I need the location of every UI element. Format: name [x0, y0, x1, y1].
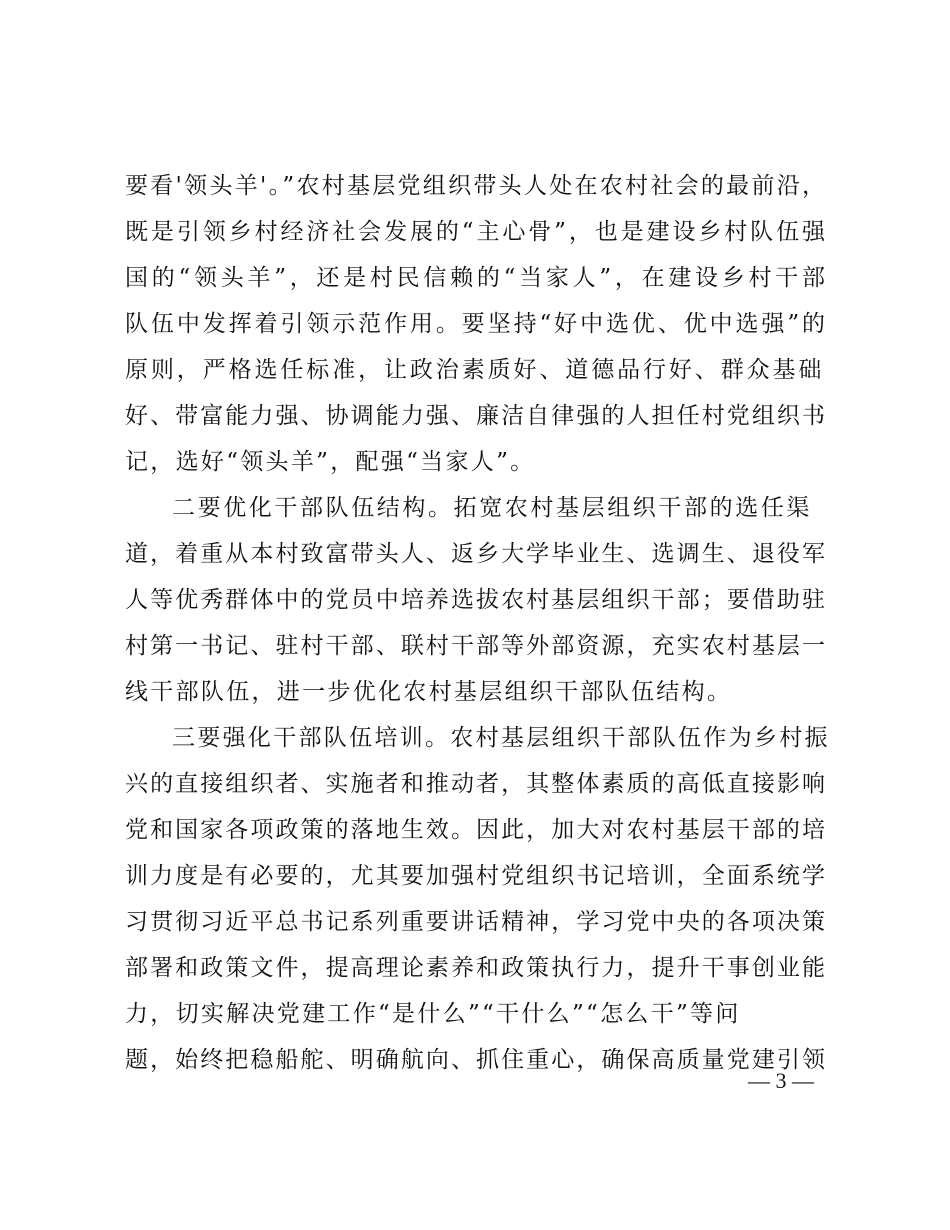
- text-line: 要看'领头羊'。”农村基层党组织带头人处在农村社会的最前沿，: [125, 173, 825, 199]
- text-line: 道，着重从本村致富带头人、返乡大学毕业生、选调生、退役军: [125, 541, 825, 567]
- text-line: 既是引领乡村经济社会发展的“主心骨”，也是建设乡村队伍强: [125, 219, 825, 245]
- text-line: 训力度是有必要的，尤其要加强村党组织书记培训，全面系统学: [125, 863, 825, 889]
- text-line: 党和国家各项政策的落地生效。因此，加大对农村基层干部的培: [125, 817, 825, 843]
- paragraph-first-line: 三要强化干部队伍培训。农村基层组织干部队伍作为乡村振: [172, 725, 830, 751]
- text-line: 人等优秀群体中的党员中培养选拔农村基层组织干部；要借助驻: [125, 587, 825, 613]
- text-line: 国的“领头羊”，还是村民信赖的“当家人”，在建设乡村干部: [125, 265, 825, 291]
- text-line: 队伍中发挥着引领示范作用。要坚持“好中选优、优中选强”的: [125, 311, 825, 337]
- text-line: 村第一书记、驻村干部、联村干部等外部资源，充实农村基层一: [125, 633, 825, 659]
- paragraph-first-line: 二要优化干部队伍结构。拓宽农村基层组织干部的选任渠: [172, 495, 812, 521]
- text-line: 线干部队伍，进一步优化农村基层组织干部队伍结构。: [125, 679, 733, 705]
- text-line: 部署和政策文件，提高理论素养和政策执行力，提升干事创业能: [125, 955, 825, 981]
- text-line: 习贯彻习近平总书记系列重要讲话精神，学习党中央的各项决策: [125, 909, 825, 935]
- page-number: — 3 —: [748, 1068, 814, 1093]
- text-line: 兴的直接组织者、实施者和推动者，其整体素质的高低直接影响: [125, 771, 825, 797]
- text-line: 好、带富能力强、协调能力强、廉洁自律强的人担任村党组织书: [125, 403, 825, 429]
- text-line: 力，切实解决党建工作“是什么”“干什么”“怎么干”等问: [125, 1001, 741, 1027]
- text-line: 原则，严格选任标准，让政治素质好、道德品行好、群众基础: [125, 357, 825, 383]
- text-line: 记，选好“领头羊”，配强“当家人”。: [125, 449, 536, 475]
- text-line: 题，始终把稳船舵、明确航向、抓住重心，确保高质量党建引领: [125, 1047, 825, 1073]
